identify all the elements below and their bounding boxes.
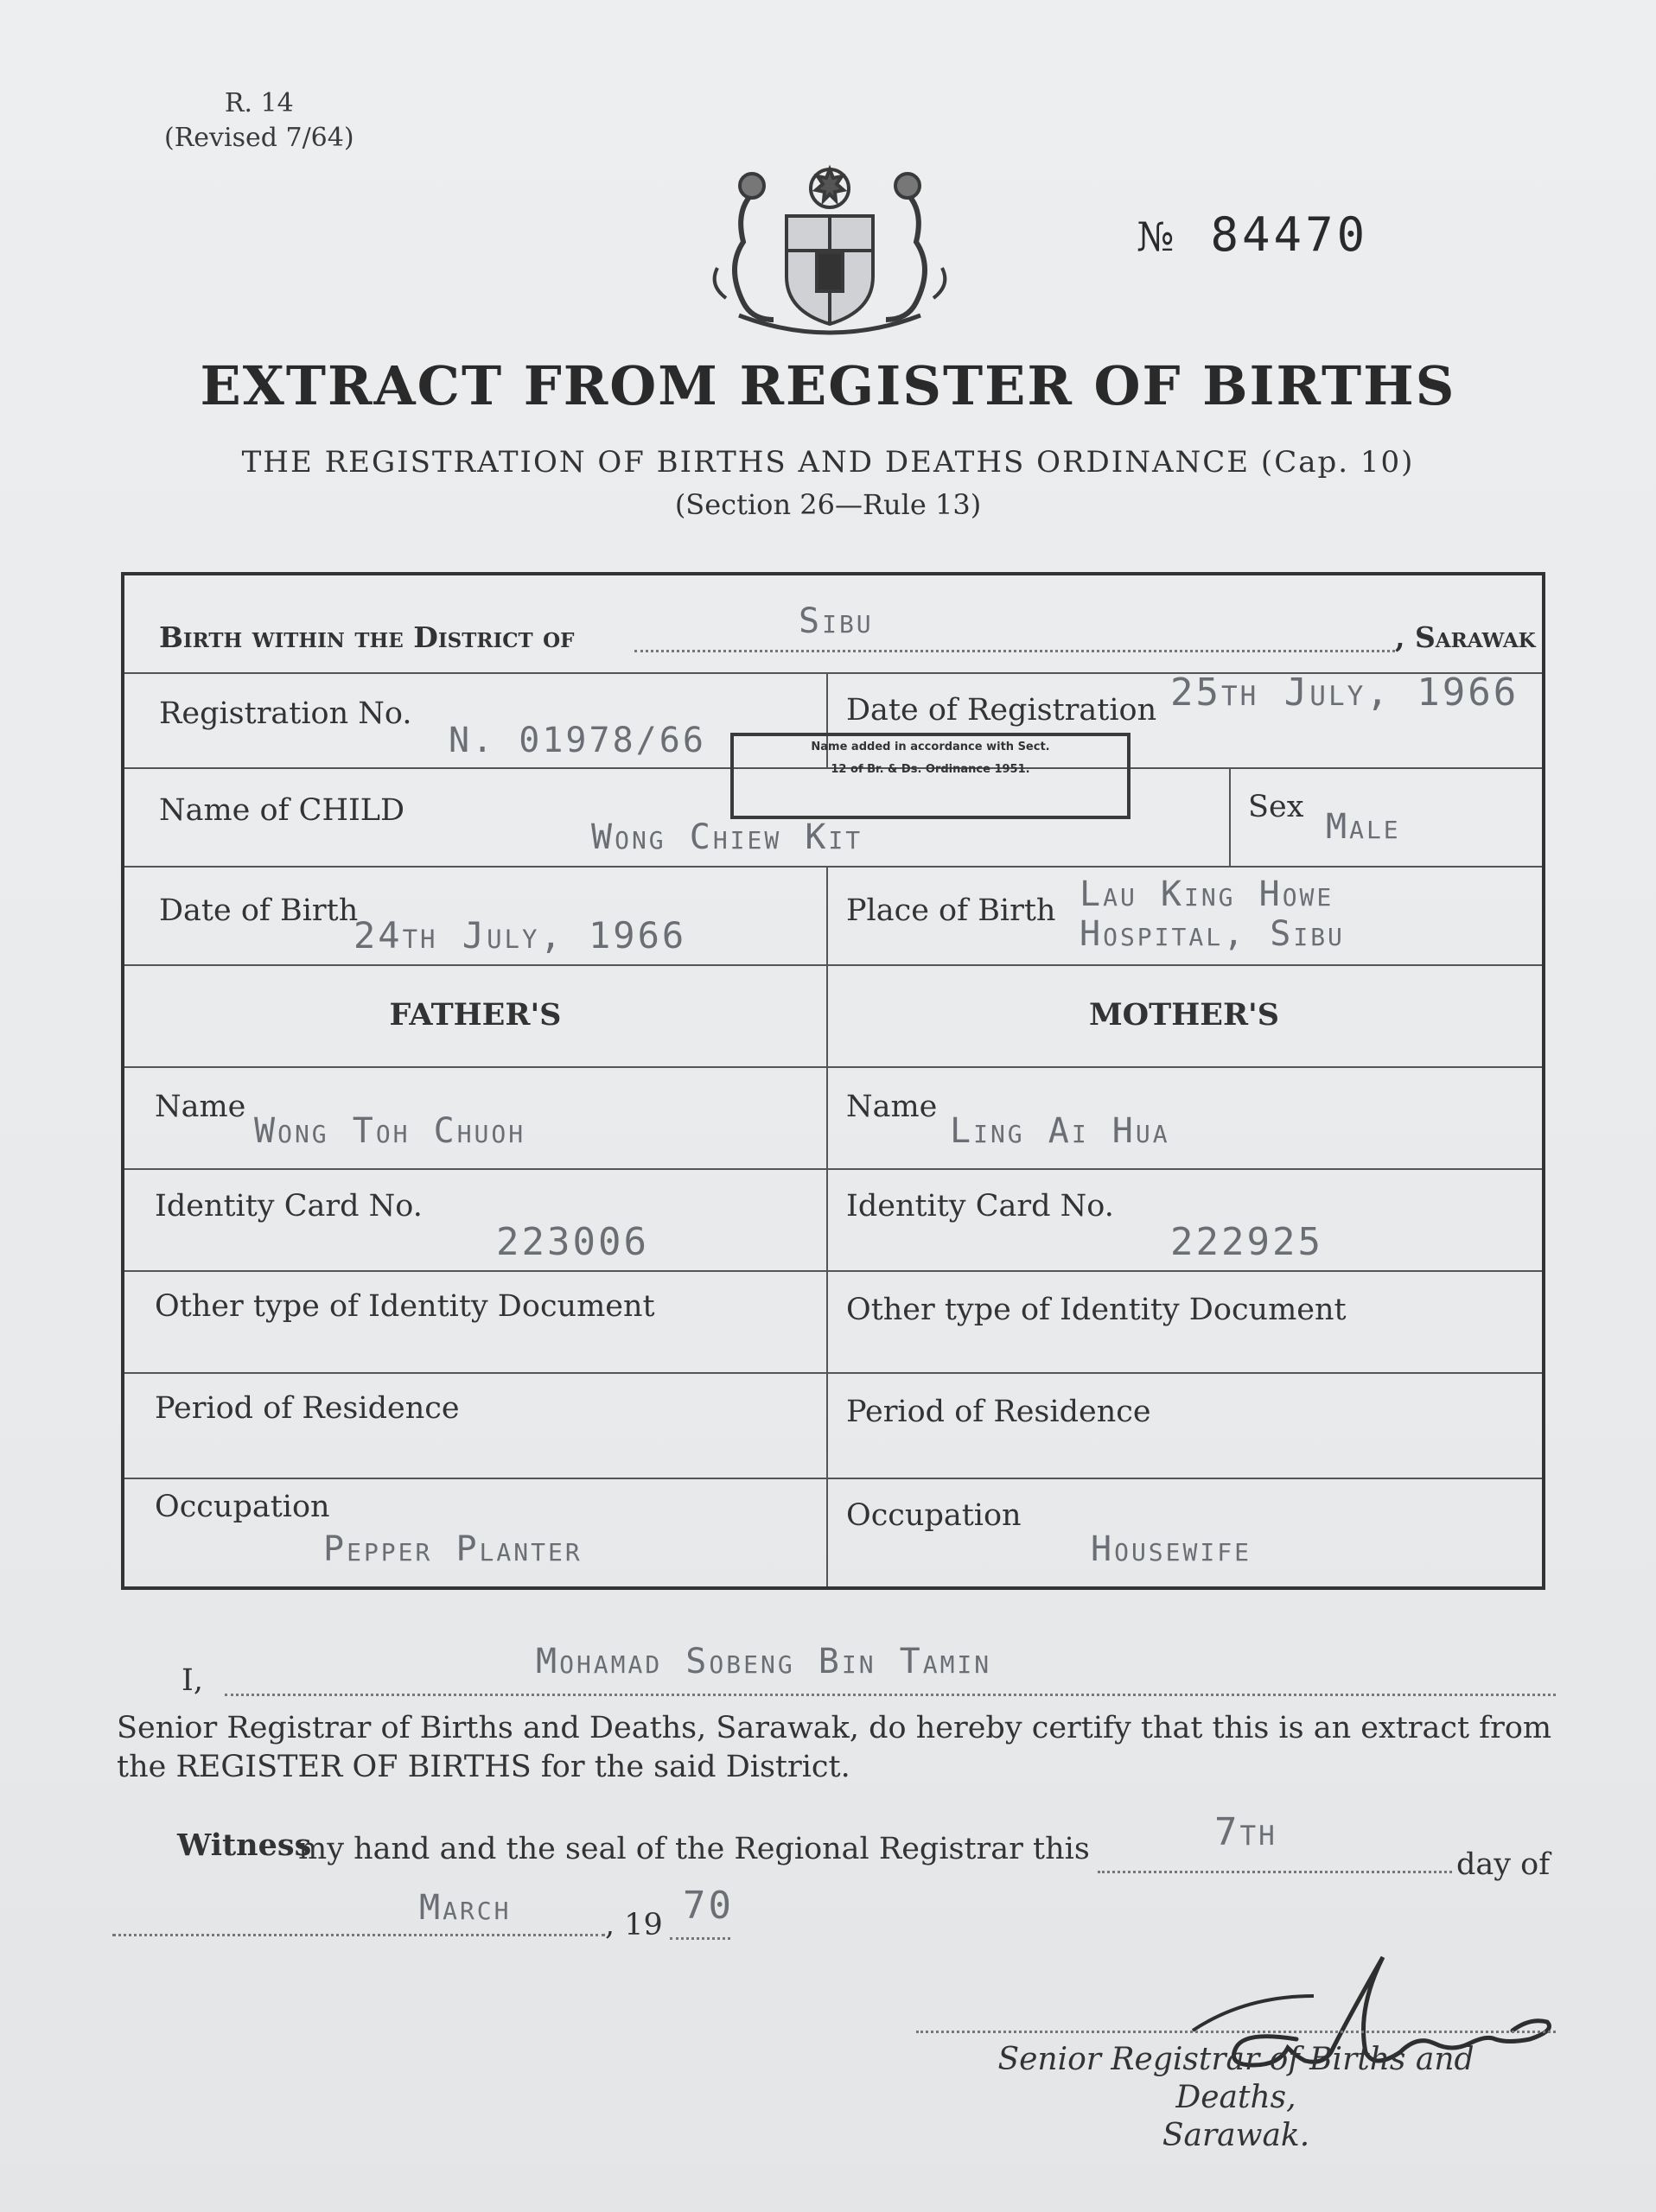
- row-divider: [124, 1372, 1542, 1374]
- month-dotted-line: [112, 1934, 605, 1936]
- certificate-line2: the REGISTER OF BIRTHS for the said District.: [117, 1750, 850, 1784]
- date-of-birth-value: 24th July, 1966: [353, 914, 687, 957]
- ordinance-subtitle: THE REGISTRATION OF BIRTHS AND DEATHS ORDINANCE (Cap. 10): [241, 445, 1415, 480]
- registration-no-value: N. 01978/66: [449, 721, 706, 760]
- registrar-name-line: [225, 1694, 1556, 1696]
- place-of-birth-line2: Hospital, Sibu: [1080, 914, 1345, 954]
- column-divider: [1229, 767, 1231, 866]
- date-of-registration-label: Date of Registration: [846, 693, 1157, 728]
- mother-ic-label: Identity Card No.: [846, 1189, 1114, 1224]
- coat-of-arms-icon: [704, 156, 955, 346]
- day-dotted-line: [1098, 1871, 1452, 1873]
- father-ic-label: Identity Card No.: [155, 1189, 423, 1224]
- year-dotted-line: [670, 1937, 730, 1940]
- place-of-birth-label: Place of Birth: [846, 893, 1056, 928]
- district-label: Birth within the District of: [159, 620, 575, 654]
- father-heading: FATHER'S: [389, 997, 562, 1033]
- district-dotted-line: [634, 650, 1395, 652]
- date-of-registration-value: 25th July, 1966: [1170, 671, 1519, 715]
- witness-word: Witness: [177, 1827, 312, 1863]
- mother-name-value: Ling Ai Hua: [950, 1111, 1170, 1151]
- father-name-label: Name: [155, 1090, 246, 1124]
- signature-caption: Senior Registrar of Births and Deaths, Sarawak.: [997, 2042, 1474, 2153]
- row-divider: [124, 866, 1542, 868]
- day-value: 7th: [1214, 1810, 1277, 1854]
- father-occupation-label: Occupation: [155, 1490, 330, 1524]
- register-table: [121, 572, 1545, 1590]
- mother-ic-value: 222925: [1170, 1220, 1323, 1264]
- father-occupation-value: Pepper Planter: [323, 1529, 583, 1569]
- sex-label: Sex: [1248, 790, 1304, 824]
- child-name-label: Name of CHILD: [159, 793, 405, 828]
- row-divider: [124, 1168, 1542, 1170]
- form-code: R. 14 (Revised 7/64): [164, 88, 354, 153]
- year-prefix: , 19: [605, 1908, 663, 1942]
- year-value: 70: [683, 1884, 734, 1928]
- district-suffix: , Sarawak: [1395, 620, 1536, 654]
- father-ic-value: 223006: [496, 1220, 649, 1264]
- registration-no-label: Registration No.: [159, 696, 412, 731]
- father-residence-label: Period of Residence: [155, 1391, 460, 1426]
- certificate-line1: Senior Registrar of Births and Deaths, Sarawak, do hereby certify that this is an extract from: [117, 1711, 1552, 1745]
- father-other-id-label: Other type of Identity Document: [155, 1289, 655, 1324]
- district-value: Sibu: [799, 601, 874, 641]
- row-divider: [124, 1270, 1542, 1272]
- cert-i-label: I,: [182, 1663, 203, 1698]
- day-of-text: day of: [1456, 1847, 1551, 1882]
- mother-residence-label: Period of Residence: [846, 1395, 1151, 1429]
- page-title: EXTRACT FROM REGISTER OF BIRTHS: [200, 354, 1456, 417]
- serial-number: № 84470: [1137, 207, 1369, 262]
- place-of-birth-line1: Lau King Howe: [1080, 874, 1334, 914]
- witness-text: my hand and the seal of the Regional Registrar this: [298, 1832, 1090, 1866]
- row-divider: [124, 1066, 1542, 1068]
- mother-other-id-label: Other type of Identity Document: [846, 1293, 1347, 1327]
- amendment-stamp: Name added in accordance with Sect. 12 of Br. & Ds. Ordinance 1951.: [730, 733, 1131, 819]
- month-value: March: [419, 1888, 512, 1928]
- date-of-birth-label: Date of Birth: [159, 893, 359, 928]
- mother-occupation-label: Occupation: [846, 1498, 1022, 1533]
- sex-value: Male: [1326, 807, 1401, 847]
- row-divider: [124, 964, 1542, 966]
- father-name-value: Wong Toh Chuoh: [254, 1111, 526, 1151]
- mother-heading: MOTHER'S: [1088, 997, 1280, 1033]
- child-name-value: Wong Chiew Kit: [591, 817, 863, 857]
- section-reference: (Section 26—Rule 13): [674, 488, 982, 521]
- column-divider: [826, 866, 828, 1586]
- row-divider: [124, 1478, 1542, 1479]
- signature-dotted-line: [916, 2031, 1556, 2033]
- mother-occupation-value: Housewife: [1091, 1529, 1252, 1569]
- mother-name-label: Name: [846, 1090, 938, 1124]
- registrar-name: Mohamad Sobeng Bin Tamin: [536, 1642, 992, 1681]
